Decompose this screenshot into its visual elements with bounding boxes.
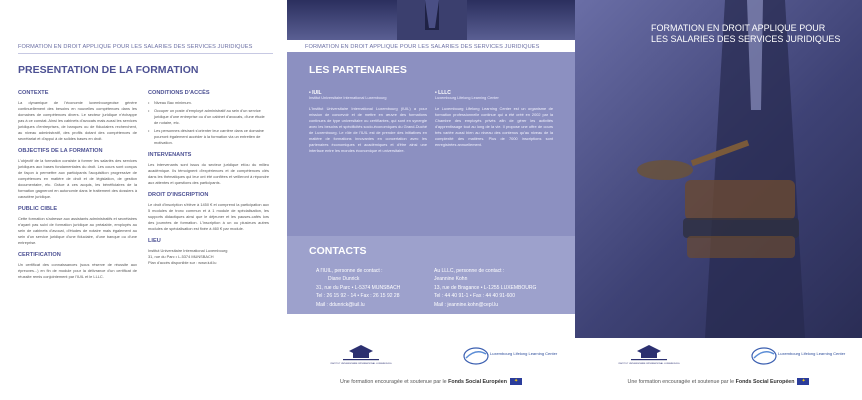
lllc-logo: [751, 346, 846, 366]
address-line: Plan d'accès disponible sur : www.iuil.lu: [148, 260, 217, 265]
partner-iuil: [309, 90, 427, 154]
page-title: PRESENTATION DE LA FORMATION: [18, 64, 199, 76]
iuil-logo-text: INSTITUT UNIVERSITAIRE INTERNATIONAL LUXEMBOURG: [330, 363, 392, 365]
contact-line: Tel : 26 15 92 - 14 • Fax : 26 15 92 28: [316, 293, 400, 300]
section-text: Cette formation s'adresse aux assistants administratifs et secrétaires n'ayant pas suivi de formation juridique au préalable, employés au sein de cabinets d'avocat, d'études de notaire mais également au sein d'un service juridique d'une fiduciaire, d'une banque ou d'une entreprise.: [18, 216, 137, 245]
cover-photo: [575, 0, 862, 338]
footer-text: Une formation encouragée et soutenue par le: [627, 378, 736, 385]
iuil-logo: [618, 344, 680, 366]
panel-partners: [287, 0, 575, 400]
lllc-logo-text: Luxembourg Lifelong Learning Center: [778, 351, 846, 356]
photo-strip: [287, 0, 575, 40]
contacts-heading: CONTACTS: [309, 245, 367, 257]
section-title: DROIT D'INSCRIPTION: [148, 192, 209, 198]
cover-image: [575, 0, 862, 338]
bullet-item: • Niveau Bac minimum.: [148, 100, 269, 106]
strip-title: FORMATION EN DROIT APPLIQUE POUR LES SALARIES DES SERVICES JURIDIQUES: [305, 44, 540, 50]
right-column: [148, 90, 269, 272]
section-title: CONDITIONS D'ACCÈS: [148, 90, 210, 96]
footer: [575, 378, 862, 385]
eu-flag-icon: [510, 378, 522, 385]
contact-name: Diane Dunrick: [328, 276, 360, 283]
contact-line: 13, rue de Bragance • L-1255 LUXEMBOURG: [434, 284, 537, 291]
cover-title-line: LES SALARIES DES SERVICES JURIDIQUES: [651, 34, 841, 44]
contact-iuil: [316, 267, 436, 309]
eu-flag-icon: [797, 378, 809, 385]
iuil-logo-text: INSTITUT UNIVERSITAIRE INTERNATIONAL LUXEMBOURG: [618, 363, 680, 365]
panel-presentation: [0, 0, 287, 400]
strip-title: FORMATION EN DROIT APPLIQUE POUR LES SALARIES DES SERVICES JURIDIQUES: [18, 44, 253, 50]
lllc-logo-text: Luxembourg Lifelong Learning Center: [490, 351, 558, 356]
section-text: La dynamique de l'économie luxembourgeoise génère continuellement des besoins en nouvelles compétences dans les domaines de compétences divers. Le secteur juridique n'échappe pas à ce constat. Ainsi les cabinets d'avocats mais aussi les services juridiques d'entreprises, de banques ou de fiduciaires recherchent, au niveau administratif, des profils dotant des compétences de secrétariat et d'appui à de solides bases en droit.: [18, 100, 137, 141]
section-title: LIEU: [148, 238, 161, 244]
address-line: Institut Universitaire International Luxembourg: [148, 248, 228, 253]
lllc-logo: [463, 346, 558, 366]
partner-lllc: [435, 90, 553, 148]
section-text: Les intervenants sont issus du secteur juridique et/ou du milieu académique. Ils témoignent d'expériences et de compétences clés dans les thématiques qui leur ont été confiées et veilleront à répondre aux attentes et questions des participants.: [148, 162, 269, 185]
bullet-item: • Les personnes désirant s'orienter leur carrière dans ce domaine pourront également accéder à la formation via un entretien de motivation.: [148, 128, 269, 146]
partner-text: Le Luxembourg Lifelong Learning Center est un organisme de formation professionnelle continue qui a été créé en 2002 par la Chambre des employés privés afin de gérer les activités d'apprentissage tout au long de la vie. Il propose une offre de cours très variée aussi bien au niveau des contenus qu'au niveau de la complexité des matières. Plus de 7000 inscriptions sont enregistrées annuellement.: [435, 106, 553, 147]
footer-fund: Fonds Social Européen: [735, 378, 795, 385]
iuil-logo: [330, 344, 392, 366]
section-text: L'objectif de la formation consiste à former les salariés des services juridiques aux bases fondamentales du droit. Les cours sont conçus de façon à permettre aux participants l'acquisition progressive de compétences en matière de droit et de législation, de gestion documentaire, etc. Grâce à ces acquis, les bénéficiaires de la formation gagneront en autonomie dans le traitement des dossiers à caractère juridique.: [18, 158, 137, 199]
section-text: Un certificat des connaissances (sous réserve de réussite aux épreuves...) en fin de module pour la délivrance d'un certificat de réussite remis conjointement par l'IUIL et le LLLC.: [18, 262, 137, 279]
section-title: OBJECTIFS DE LA FORMATION: [18, 148, 103, 154]
footer-text: Une formation encouragée et soutenue par le: [340, 378, 449, 385]
bullet-item: • Occuper un poste d'employé administratif au sein d'un service juridique d'une entreprise ou d'un cabinet d'avocats, d'une étude de notaire, etc.: [148, 108, 269, 126]
contact-name: Jeannine Kohn: [434, 276, 468, 283]
contact-line: Tel : 44 40 91-1 • Fax : 44 40 91-600: [434, 293, 515, 300]
partner-fullname: Institut Universitaire International Luxembourg: [309, 96, 387, 100]
contact-lllc: [434, 267, 569, 309]
partner-name: • LLLC: [435, 90, 451, 96]
address-line: 31, rue du Parc • L-5374 MUNSBACH: [148, 254, 214, 259]
section-title: PUBLIC CIBLE: [18, 206, 58, 212]
divider: [18, 53, 273, 54]
contact-line: 31, rue du Parc • L-5374 MUNSBACH: [316, 284, 401, 291]
partner-text: L'Institut Universitaire International Luxembourg (IUIL) a pour mission de concevoir et de mettre en œuvre des formations continues de type universitaire ou certifiantes, qui sont en synergie avec les besoins et spécificités socio-économiques du Grand-Duché de Luxembourg. Le rôle de l'IUIL est de prendre des initiatives en matière de formations innovantes en concertation avec les partenaires économiques et académiques et d'être ainsi une interface entre les mondes économique et universitaire.: [309, 106, 427, 153]
footer: [287, 378, 575, 385]
partner-name: • IUIL: [309, 90, 322, 96]
panel-cover: [575, 0, 862, 400]
section-text: Le droit d'inscription s'élève à 1450 € et comprend la participation aux 5 modules de tronc commun et à 1 module de spécialisation, les supports didactiques ainsi que le déjeuner et les pauses-cafés lors des journées de formation. L'inscription à un ou plusieurs autres modules de spécialisation est fixée à 460 € par module.: [148, 202, 269, 231]
partner-fullname: Luxembourg Lifelong Learning Center: [435, 96, 499, 100]
section-title: CONTEXTE: [18, 90, 49, 96]
left-column: [18, 90, 137, 286]
partners-heading: LES PARTENAIRES: [309, 64, 407, 76]
cover-title: [651, 23, 840, 45]
logos: [575, 338, 862, 368]
contact-email[interactable]: Mail : jeannine.kohn@cepl.lu: [434, 301, 499, 308]
footer-fund: Fonds Social Européen: [448, 378, 507, 385]
logos: [287, 338, 575, 368]
contact-line: A l'IUIL, personne de contact :: [316, 268, 383, 274]
section-title: INTERVENANTS: [148, 152, 192, 158]
contact-line: Au LLLC, personne de contact :: [434, 268, 505, 274]
cover-title-line: FORMATION EN DROIT APPLIQUE POUR: [651, 23, 826, 33]
section-title: CERTIFICATION: [18, 252, 61, 258]
contact-email[interactable]: Mail : ddunrick@iuil.lu: [316, 301, 365, 308]
photo-image: [287, 0, 575, 40]
